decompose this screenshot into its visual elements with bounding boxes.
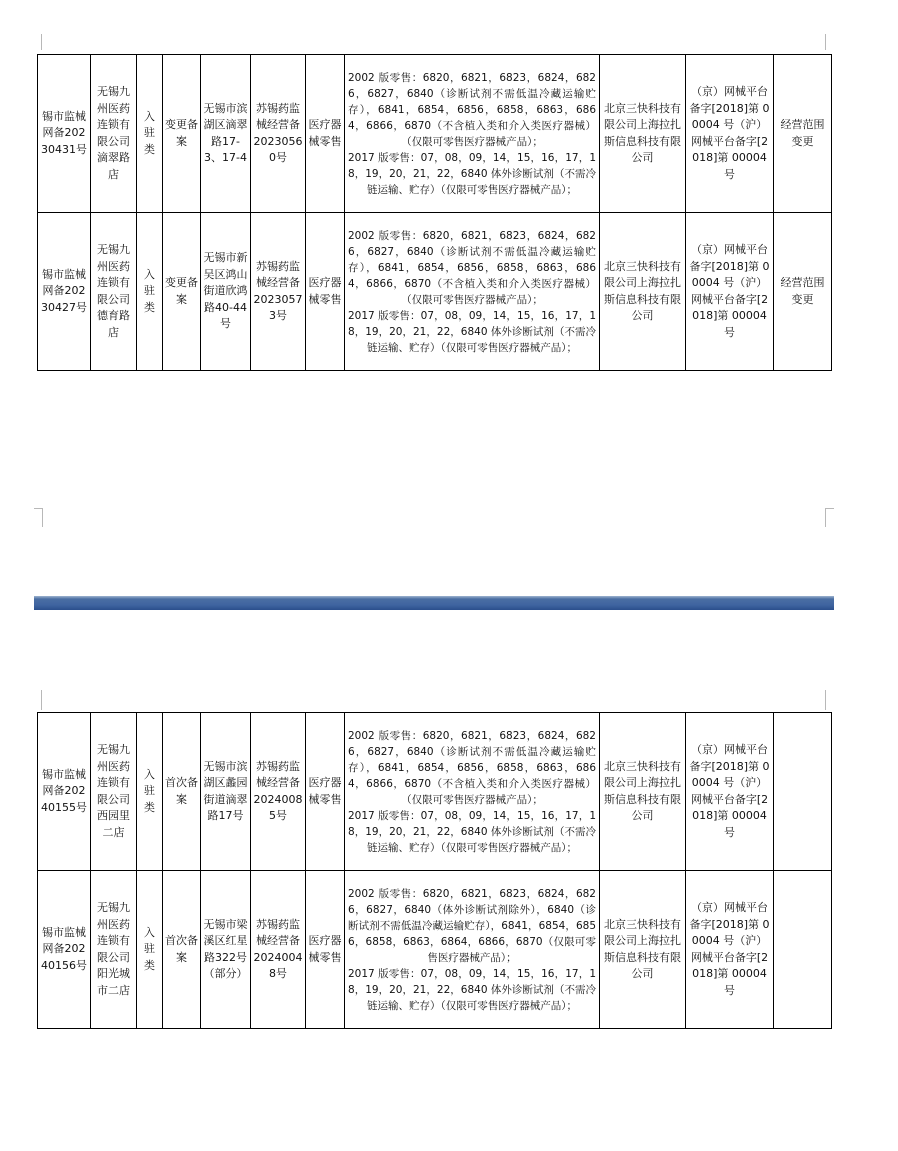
reg-no-cell: 锡市监械网备20230427号 (38, 213, 91, 371)
record-type-cell: 变更备案 (163, 213, 201, 371)
reg-no-cell: 锡市监械网备20240155号 (38, 713, 91, 871)
table-row (38, 871, 832, 1029)
record-type-cell: 首次备案 (163, 871, 201, 1029)
scope-cell (345, 713, 600, 871)
note-cell: 经营范围变更 (774, 55, 832, 213)
scope-cell (345, 213, 600, 371)
address-cell: 无锡市滨湖区滴翠路17-3、17-4 (201, 55, 251, 213)
platform-cell: 北京三快科技有限公司上海拉扎斯信息科技有限公司 (600, 871, 686, 1029)
company-cell: 无锡九州医药连锁有限公司滴翠路店 (91, 55, 137, 213)
scope-2002-text: 2002 版零售：6820，6821，6823，6824，6826，6827，6840（诊断试剂不需低温冷藏运输贮存），6841，6854，6856，6858，6863，6864，6866，6870（不含植入类和介入类医疗器械）（仅限可零售医疗器械产品）； (348, 229, 596, 306)
category-cell: 入驻类 (137, 713, 163, 871)
scope-cell (345, 871, 600, 1029)
reg-no-cell: 锡市监械网备20240156号 (38, 871, 91, 1029)
registration-table (37, 712, 832, 1029)
scope-2002-text: 2002 版零售：6820，6821，6823，6824，6826，6827，6840（诊断试剂不需低温冷藏运输贮存），6841，6854，6856，6858，6863，6864，6866，6870（不含植入类和介入类医疗器械）（仅限可零售医疗器械产品）； (348, 729, 596, 806)
company-cell: 无锡九州医药连锁有限公司西园里二店 (91, 713, 137, 871)
reg-no-cell: 锡市监械网备20230431号 (38, 55, 91, 213)
category-cell: 入驻类 (137, 55, 163, 213)
filing-cell: （京）网械平台备字[2018]第 00004 号（沪）网械平台备字[2018]第 00004 号 (686, 213, 774, 371)
category-cell: 入驻类 (137, 213, 163, 371)
note-cell: 经营范围变更 (774, 213, 832, 371)
scope-2017-text: 2017 版零售：07，08，09，14，15，16，17，18，19，20，21，22，6840 体外诊断试剂（不需冷链运输、贮存）（仅限可零售医疗器械产品）； (348, 967, 596, 1012)
license-cell: 苏锡药监械经营备20240085号 (251, 713, 306, 871)
company-cell: 无锡九州医药连锁有限公司德育路店 (91, 213, 137, 371)
filing-cell: （京）网械平台备字[2018]第 00004 号（沪）网械平台备字[2018]第 00004 号 (686, 55, 774, 213)
address-cell: 无锡市滨湖区蠡园街道滴翠路17号 (201, 713, 251, 871)
note-cell (774, 713, 832, 871)
business-cell: 医疗器械零售 (306, 55, 345, 213)
address-cell: 无锡市梁溪区红星路322号（部分） (201, 871, 251, 1029)
page-separator (34, 596, 834, 610)
business-cell: 医疗器械零售 (306, 713, 345, 871)
platform-cell: 北京三快科技有限公司上海拉扎斯信息科技有限公司 (600, 713, 686, 871)
scope-2017-text: 2017 版零售：07，08，09，14，15，16，17，18，19，20，21，22，6840 体外诊断试剂（不需冷链运输、贮存）（仅限可零售医疗器械产品）； (348, 151, 596, 196)
corner-mark (41, 34, 43, 50)
scope-cell (345, 55, 600, 213)
company-cell: 无锡九州医药连锁有限公司阳光城市二店 (91, 871, 137, 1029)
business-cell: 医疗器械零售 (306, 871, 345, 1029)
filing-cell: （京）网械平台备字[2018]第 00004 号（沪）网械平台备字[2018]第 00004 号 (686, 713, 774, 871)
record-type-cell: 变更备案 (163, 55, 201, 213)
scope-2017-text: 2017 版零售：07，08，09，14，15，16，17，18，19，20，21，22，6840 体外诊断试剂（不需冷链运输、贮存）（仅限可零售医疗器械产品）； (348, 809, 596, 854)
category-cell: 入驻类 (137, 871, 163, 1029)
note-cell (774, 871, 832, 1029)
scope-2002-text: 2002 版零售：6820，6821，6823，6824，6826，6827，6840（体外诊断试剂除外），6840（诊断试剂不需低温冷藏运输贮存），6841，6854，6856，6858，6863，6864，6866，6870（仅限可零售医疗器械产品）； (348, 887, 596, 964)
scope-2017-text: 2017 版零售：07，08，09，14，15，16，17，18，19，20，21，22，6840 体外诊断试剂（不需冷链运输、贮存）（仅限可零售医疗器械产品）； (348, 309, 596, 354)
license-cell: 苏锡药监械经营备20240048号 (251, 871, 306, 1029)
scope-2002-text: 2002 版零售：6820，6821，6823，6824，6826，6827，6840（诊断试剂不需低温冷藏运输贮存），6841，6854，6856，6858，6863，6864，6866，6870（不含植入类和介入类医疗器械）（仅限可零售医疗器械产品）； (348, 71, 596, 148)
table-row (38, 713, 832, 871)
address-cell: 无锡市新吴区鸿山街道欣鸿路40-44号 (201, 213, 251, 371)
platform-cell: 北京三快科技有限公司上海拉扎斯信息科技有限公司 (600, 213, 686, 371)
table-row (38, 55, 832, 213)
corner-mark (825, 690, 827, 710)
platform-cell: 北京三快科技有限公司上海拉扎斯信息科技有限公司 (600, 55, 686, 213)
registration-table (37, 54, 832, 371)
corner-mark (34, 508, 43, 527)
table-row (38, 213, 832, 371)
license-cell: 苏锡药监械经营备20230560号 (251, 55, 306, 213)
business-cell: 医疗器械零售 (306, 213, 345, 371)
record-type-cell: 首次备案 (163, 713, 201, 871)
license-cell: 苏锡药监械经营备20230573号 (251, 213, 306, 371)
corner-mark (825, 34, 827, 50)
filing-cell: （京）网械平台备字[2018]第 00004 号（沪）网械平台备字[2018]第 00004 号 (686, 871, 774, 1029)
page-2 (0, 610, 898, 1151)
corner-mark (41, 690, 43, 710)
corner-mark (825, 508, 834, 527)
